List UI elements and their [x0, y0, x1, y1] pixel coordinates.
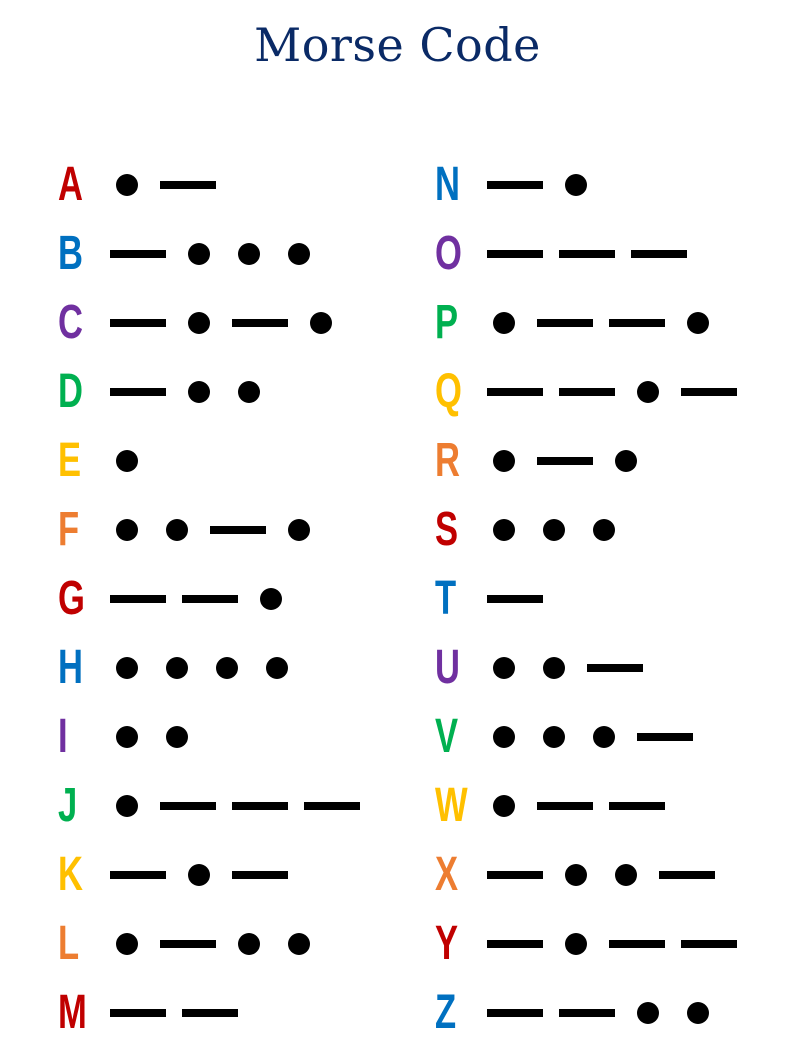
morse-dash: [487, 181, 543, 189]
morse-dot: [188, 243, 210, 265]
morse-letter: V: [435, 709, 459, 763]
morse-row-l: [58, 909, 418, 978]
morse-dash: [659, 871, 715, 879]
morse-dash: [637, 733, 693, 741]
morse-letter: J: [58, 778, 78, 832]
morse-dot: [493, 519, 515, 541]
morse-letter: T: [435, 571, 457, 625]
morse-dash: [304, 802, 360, 810]
morse-dash: [537, 802, 593, 810]
morse-letter: G: [58, 571, 85, 625]
morse-dot: [188, 864, 210, 886]
morse-dash: [110, 319, 166, 327]
morse-row-f: [58, 495, 418, 564]
morse-dot: [565, 174, 587, 196]
morse-dash: [110, 871, 166, 879]
morse-dash: [210, 526, 266, 534]
morse-dash: [487, 595, 543, 603]
morse-dash: [487, 1009, 543, 1017]
morse-dot: [543, 726, 565, 748]
morse-row-y: [435, 909, 795, 978]
morse-row-z: [435, 978, 795, 1047]
morse-dot: [166, 519, 188, 541]
morse-row-r: [435, 426, 795, 495]
morse-code-symbols: [102, 519, 324, 541]
morse-dot: [116, 726, 138, 748]
morse-row-k: [58, 840, 418, 909]
morse-dot: [116, 933, 138, 955]
morse-dot: [493, 312, 515, 334]
morse-code-symbols: [479, 312, 723, 334]
morse-letter: L: [58, 916, 80, 970]
morse-letter: W: [435, 778, 468, 832]
morse-row-d: [58, 357, 418, 426]
morse-dash: [609, 802, 665, 810]
morse-dot: [238, 381, 260, 403]
morse-dot: [116, 174, 138, 196]
morse-dot: [116, 657, 138, 679]
morse-dot: [637, 381, 659, 403]
morse-letter: C: [58, 295, 83, 349]
morse-dash: [160, 181, 216, 189]
morse-code-symbols: [102, 588, 296, 610]
morse-dot: [116, 519, 138, 541]
morse-dash: [559, 250, 615, 258]
morse-code-symbols: [479, 795, 673, 817]
morse-code-symbols: [102, 243, 324, 265]
morse-dot: [166, 726, 188, 748]
morse-letter: X: [435, 847, 459, 901]
morse-letter: Y: [435, 916, 459, 970]
morse-dash: [110, 250, 166, 258]
morse-row-v: [435, 702, 795, 771]
morse-dot: [188, 381, 210, 403]
morse-code-symbols: [102, 450, 152, 472]
morse-letter: M: [58, 985, 87, 1039]
morse-dot: [188, 312, 210, 334]
morse-dot: [687, 1002, 709, 1024]
morse-dot: [266, 657, 288, 679]
morse-dash: [587, 664, 643, 672]
morse-dot: [637, 1002, 659, 1024]
morse-dot: [687, 312, 709, 334]
morse-dash: [609, 319, 665, 327]
morse-dot: [543, 519, 565, 541]
morse-row-h: [58, 633, 418, 702]
morse-dash: [631, 250, 687, 258]
morse-code-symbols: [102, 381, 274, 403]
morse-row-g: [58, 564, 418, 633]
morse-dash: [232, 802, 288, 810]
morse-letter: S: [435, 502, 459, 556]
morse-letter: F: [58, 502, 80, 556]
morse-code-symbols: [479, 174, 601, 196]
morse-dot: [288, 243, 310, 265]
morse-row-x: [435, 840, 795, 909]
morse-column-right: [435, 150, 795, 1047]
morse-code-symbols: [102, 795, 368, 817]
morse-dot: [260, 588, 282, 610]
morse-dot: [116, 450, 138, 472]
morse-row-a: [58, 150, 418, 219]
morse-dot: [238, 933, 260, 955]
morse-code-symbols: [102, 933, 324, 955]
morse-dot: [288, 933, 310, 955]
morse-dot: [493, 726, 515, 748]
morse-row-j: [58, 771, 418, 840]
morse-row-i: [58, 702, 418, 771]
morse-letter: U: [435, 640, 460, 694]
morse-code-symbols: [479, 933, 745, 955]
morse-row-p: [435, 288, 795, 357]
morse-dot: [216, 657, 238, 679]
morse-dot: [493, 450, 515, 472]
page-title: Morse Code: [254, 18, 541, 72]
morse-dash: [110, 1009, 166, 1017]
morse-dash: [487, 940, 543, 948]
morse-letter: B: [58, 226, 83, 280]
morse-code-symbols: [102, 726, 202, 748]
morse-dash: [487, 388, 543, 396]
morse-code-symbols: [102, 174, 224, 196]
morse-dot: [593, 519, 615, 541]
morse-letter: E: [58, 433, 82, 487]
morse-row-m: [58, 978, 418, 1047]
morse-letter: O: [435, 226, 462, 280]
morse-code-symbols: [102, 1009, 246, 1017]
morse-dash: [537, 319, 593, 327]
morse-row-o: [435, 219, 795, 288]
morse-dash: [182, 1009, 238, 1017]
morse-letter: Z: [435, 985, 457, 1039]
morse-letter: N: [435, 157, 460, 211]
morse-code-symbols: [479, 595, 551, 603]
morse-dash: [232, 319, 288, 327]
morse-row-n: [435, 150, 795, 219]
morse-dot: [166, 657, 188, 679]
morse-column-left: [58, 150, 418, 1047]
morse-code-symbols: [479, 864, 723, 886]
morse-row-u: [435, 633, 795, 702]
morse-row-w: [435, 771, 795, 840]
morse-code-symbols: [479, 726, 701, 748]
morse-dash: [487, 250, 543, 258]
morse-dash: [559, 388, 615, 396]
morse-code-symbols: [479, 657, 651, 679]
morse-dash: [160, 802, 216, 810]
morse-dot: [493, 795, 515, 817]
morse-code-symbols: [102, 312, 346, 334]
morse-dot: [593, 726, 615, 748]
morse-dash: [681, 940, 737, 948]
morse-letter: I: [58, 709, 68, 763]
morse-code-symbols: [479, 250, 695, 258]
morse-dot: [238, 243, 260, 265]
morse-letter: Q: [435, 364, 462, 418]
morse-dot: [543, 657, 565, 679]
morse-dash: [609, 940, 665, 948]
morse-code-symbols: [479, 1002, 723, 1024]
morse-dot: [615, 864, 637, 886]
morse-row-q: [435, 357, 795, 426]
morse-row-b: [58, 219, 418, 288]
morse-dot: [493, 657, 515, 679]
morse-letter: A: [58, 157, 83, 211]
morse-dash: [232, 871, 288, 879]
morse-code-symbols: [102, 657, 302, 679]
morse-dash: [160, 940, 216, 948]
morse-code-symbols: [479, 450, 651, 472]
morse-dot: [288, 519, 310, 541]
morse-letter: K: [58, 847, 83, 901]
morse-dash: [681, 388, 737, 396]
morse-row-t: [435, 564, 795, 633]
morse-row-e: [58, 426, 418, 495]
morse-dot: [310, 312, 332, 334]
morse-letter: H: [58, 640, 83, 694]
morse-code-symbols: [479, 519, 629, 541]
morse-letter: R: [435, 433, 460, 487]
morse-code-symbols: [479, 381, 745, 403]
morse-dash: [537, 457, 593, 465]
morse-dash: [110, 388, 166, 396]
morse-dot: [116, 795, 138, 817]
morse-row-c: [58, 288, 418, 357]
morse-dot: [615, 450, 637, 472]
morse-dot: [565, 864, 587, 886]
morse-row-s: [435, 495, 795, 564]
morse-letter: D: [58, 364, 83, 418]
morse-code-symbols: [102, 864, 296, 886]
morse-letter: P: [435, 295, 459, 349]
morse-dash: [487, 871, 543, 879]
morse-dash: [559, 1009, 615, 1017]
morse-dash: [110, 595, 166, 603]
morse-dot: [565, 933, 587, 955]
morse-dash: [182, 595, 238, 603]
